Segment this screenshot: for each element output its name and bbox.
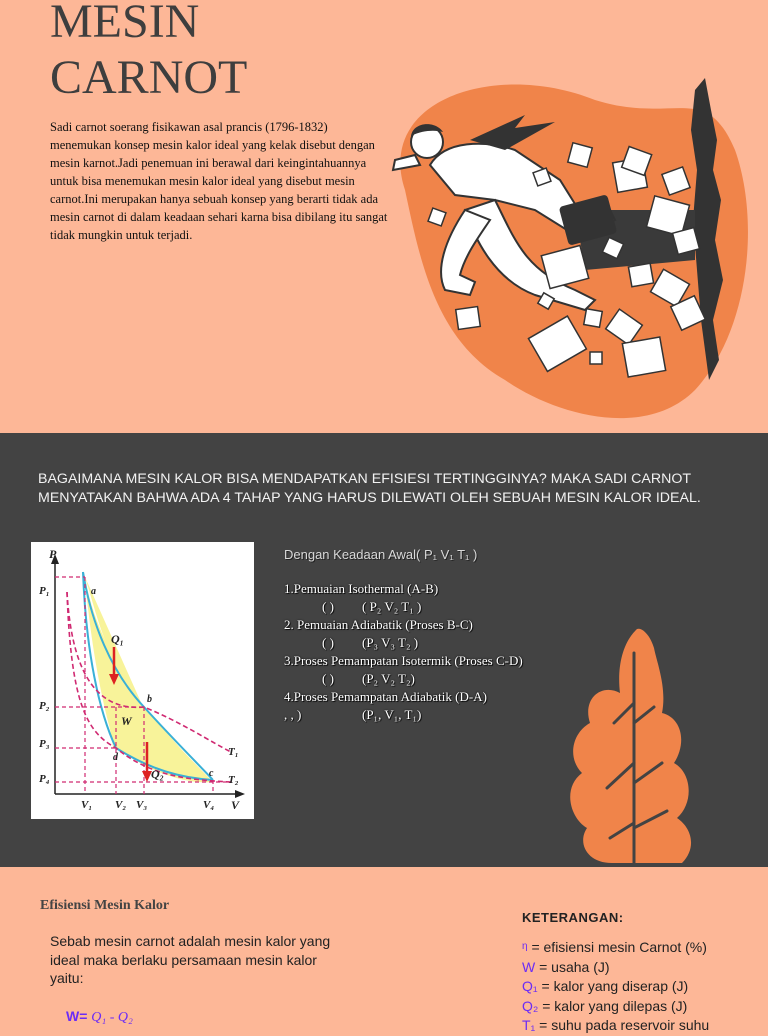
legend-t1-text: = suhu pada reservoir suhu <box>535 1017 710 1033</box>
t1-symbol: T₁ <box>522 1017 536 1033</box>
legend-item-t1 <box>522 1016 709 1036</box>
legend-item-eta <box>522 937 709 958</box>
efficiency-section <box>0 867 768 1033</box>
axis-v-label: V <box>231 798 240 812</box>
step-2-state <box>284 634 564 652</box>
point-d-label: d <box>113 752 118 763</box>
w-symbol: W <box>522 958 536 975</box>
point-a-label: a <box>91 586 96 597</box>
step-2-values: (P₃ V₃ T₂ ) <box>362 635 419 650</box>
work-label: W <box>121 714 132 728</box>
process-question: BAGAIMANA MESIN KALOR BISA MENDAPATKAN EFISIESI TERTINGGINYA? MAKA SADI CARNOT MENYATAKAN BAHWA ADA 4 TAHAP YANG HARUS DILEWATI OLEH SEBUAH MESIN KALOR IDEAL. <box>38 471 701 506</box>
q2-symbol: Q₂ <box>522 997 539 1014</box>
p1-label: P₁ <box>39 585 50 597</box>
legend-item-q2 <box>522 997 709 1017</box>
intro-section <box>0 0 768 433</box>
step-4-values: (P₁, V₁, T₁) <box>362 707 422 722</box>
pv-diagram <box>31 542 254 819</box>
legend-eta-text: = efisiensi mesin Carnot (%) <box>527 939 707 955</box>
legend-item-q1 <box>522 977 709 997</box>
step-1-label: 1.Pemuaian Isothermal (A-B) <box>284 581 439 596</box>
formula-expression: Q₁ - Q₂ <box>91 1010 133 1025</box>
q2-label: Q₂ <box>151 767 164 781</box>
legend-list <box>522 937 709 1036</box>
title-line-2: CARNOT <box>50 51 248 104</box>
process-section <box>0 433 768 867</box>
initial-state: Dengan Keadaan Awal( P₁ V₁ T₁ ) <box>284 547 478 562</box>
step-4-label: 4.Proses Pemampatan Adiabatik (D-A) <box>284 689 487 704</box>
intro-paragraph: Sadi carnot soerang fisikawan asal prancis (1796-1832) menemukan konsep mesin kalor ideal yang kelak disebut dengan mesin karnot.Jadi penemuan ini berawal dari keingintahuannya untuk bisa menemukan mesin kalor ideal yang disebut mesin carnot.Ini merupakan hanya sebuah konsep yang berarti tidak ada mesin carnot di dalam keadaan sehari karna bisa dibilang itu sangat tidak mungkin untuk terjadi. <box>50 120 388 242</box>
point-c-label: c <box>209 768 214 779</box>
v4-label: V₄ <box>203 799 215 811</box>
eta-symbol: η <box>522 941 528 952</box>
step-4-state <box>284 706 564 724</box>
p2-label: P₂ <box>39 700 50 712</box>
axis-p-label: P <box>49 547 57 561</box>
legend-title: KETERANGAN: <box>522 910 624 925</box>
step-2-paren: ( ) <box>322 635 334 650</box>
q1-symbol: Q₁ <box>522 978 538 994</box>
v3-label: V₃ <box>136 799 148 811</box>
step-3-state <box>284 670 564 688</box>
tree-illustration <box>562 623 702 867</box>
step-1-paren: ( ) <box>322 599 334 614</box>
step-3-paren: ( ) <box>322 671 334 686</box>
work-formula <box>66 1008 133 1026</box>
step-3-values: (P₂ V₂ T₂) <box>362 671 415 686</box>
p4-label: P₄ <box>39 773 50 785</box>
p3-label: P₃ <box>39 738 50 750</box>
page-title <box>50 0 247 106</box>
efficiency-text: Sebab mesin carnot adalah mesin kalor yang ideal maka berlaku persamaan mesin kalor yaitu: <box>50 933 331 986</box>
formula-w: W= <box>66 1008 88 1024</box>
point-b-label: b <box>147 694 152 705</box>
efficiency-title: Efisiensi Mesin Kalor <box>40 898 170 913</box>
step-2-label: 2. Pemuaian Adiabatik (Proses B-C) <box>284 617 473 632</box>
t2-label: T₂ <box>228 774 239 786</box>
t1-label: T₁ <box>228 746 239 758</box>
carnot-stages <box>284 546 564 724</box>
legend-w-text: = usaha (J) <box>535 958 610 975</box>
step-1-state <box>284 598 564 616</box>
falling-man-illustration <box>375 70 755 430</box>
legend-item-w <box>522 958 709 978</box>
legend-q2-text: = kalor yang dilepas (J) <box>538 997 688 1014</box>
step-4-paren: , , ) <box>284 707 302 722</box>
q1-label: Q₁ <box>111 632 124 646</box>
step-3-label: 3.Proses Pemampatan Isotermik (Proses C-D) <box>284 653 523 668</box>
legend-q1-text: = kalor yang diserap (J) <box>537 978 689 994</box>
step-1-values: ( P₂ V₂ T₁ ) <box>362 599 422 614</box>
v2-label: V₂ <box>115 799 127 811</box>
v1-label: V₁ <box>81 799 93 811</box>
title-line-1: MESIN <box>50 0 200 48</box>
